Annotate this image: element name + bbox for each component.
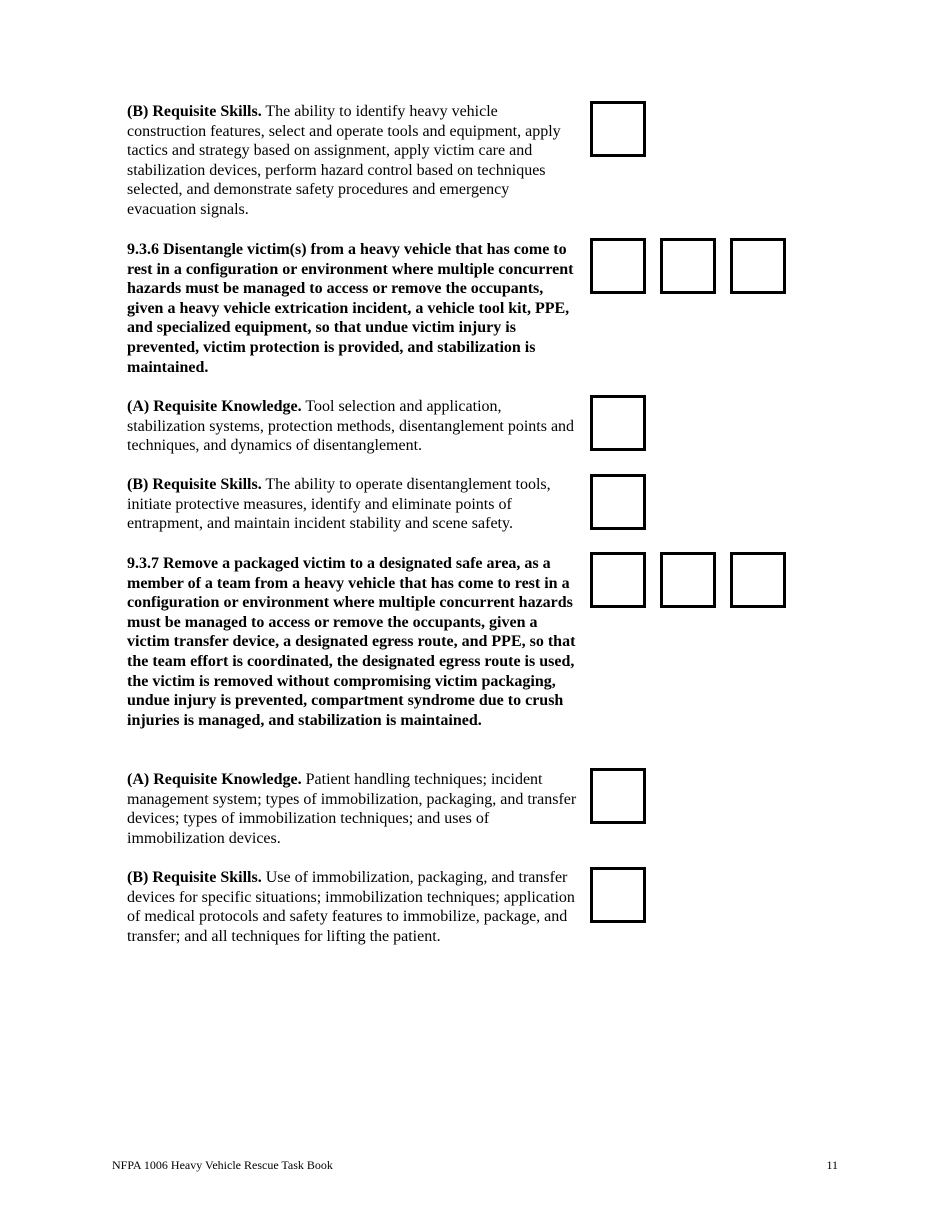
skills-text-1: The ability to identify heavy vehicle construction features, select and operate tools and equipment, apply tactics and strategy based on assignment, apply victim care and stabilization devices, perform hazard control based on techniques selected, and demonstrate safety procedures and emergency evacuation signals. bbox=[127, 103, 561, 218]
signoff-checkbox[interactable] bbox=[590, 474, 646, 530]
knowledge-lead-1: (A) Requisite Knowledge. bbox=[127, 398, 302, 415]
signoff-checkbox[interactable] bbox=[590, 101, 646, 157]
knowledge-paragraph-1 bbox=[127, 397, 577, 456]
skills-lead-1: (B) Requisite Skills. bbox=[127, 103, 262, 120]
skills-lead-3: (B) Requisite Skills. bbox=[127, 869, 262, 886]
jpr-9-3-7: 9.3.7 Remove a packaged victim to a designated safe area, as a member of a team from a heavy vehicle that has come to rest in a configuration or environment where multiple concurrent hazards must be managed to access or remove the occupants, given a victim transfer device, a designated egress route, and PPE, so that the team effort is coordinated, the designated egress route is used, the victim is removed without compromising victim packaging, undue injury is prevented, compartment syndrome due to crush injuries is managed, and stabilization is maintained. bbox=[127, 555, 576, 729]
signoff-checkbox[interactable] bbox=[660, 552, 716, 608]
skills-lead-2: (B) Requisite Skills. bbox=[127, 476, 262, 493]
jpr-9-3-6: 9.3.6 Disentangle victim(s) from a heavy vehicle that has come to rest in a configuration or environment where multiple concurrent hazards must be managed to access or remove the occupants, given a heavy vehicle extrication incident, a vehicle tool kit, PPE, and specialized equipment, so that undue victim injury is prevented, victim protection is provided, and stabilization is maintained. bbox=[127, 241, 574, 376]
signoff-boxes-7 bbox=[590, 867, 660, 923]
skills-paragraph-2 bbox=[127, 475, 577, 534]
skills-text-3: Use of immobilization, packaging, and transfer devices for specific situations; immobilization techniques; application of medical protocols and safety features to immobilize, package, and transfer; and all techniques for lifting the patient. bbox=[127, 869, 575, 945]
signoff-boxes-5 bbox=[590, 552, 800, 608]
signoff-boxes-2 bbox=[590, 238, 800, 294]
knowledge-text-2: Patient handling techniques; incident management system; types of immobilization, packaging, and transfer devices; types of immobilization techniques; and uses of immobilization devices. bbox=[127, 771, 577, 847]
page-number: 11 bbox=[826, 1158, 838, 1172]
skills-text-2: The ability to operate disentanglement tools, initiate protective measures, identify and eliminate points of entrapment, and maintain incident stability and scene safety. bbox=[127, 476, 551, 533]
signoff-boxes-3 bbox=[590, 395, 660, 451]
signoff-checkbox[interactable] bbox=[730, 238, 786, 294]
skills-paragraph-1 bbox=[127, 102, 577, 220]
signoff-checkbox[interactable] bbox=[660, 238, 716, 294]
signoff-checkbox[interactable] bbox=[730, 552, 786, 608]
signoff-boxes-1 bbox=[590, 101, 660, 157]
footer-title: NFPA 1006 Heavy Vehicle Rescue Task Book bbox=[112, 1158, 333, 1172]
signoff-checkbox[interactable] bbox=[590, 395, 646, 451]
knowledge-text-1: Tool selection and application, stabilization systems, protection methods, disentanglement points and techniques, and dynamics of disentanglement. bbox=[127, 398, 575, 455]
knowledge-lead-2: (A) Requisite Knowledge. bbox=[127, 771, 302, 788]
signoff-boxes-6 bbox=[590, 768, 660, 824]
skills-paragraph-3 bbox=[127, 868, 577, 946]
signoff-checkbox[interactable] bbox=[590, 867, 646, 923]
knowledge-paragraph-2 bbox=[127, 770, 577, 848]
signoff-checkbox[interactable] bbox=[590, 768, 646, 824]
signoff-boxes-4 bbox=[590, 474, 660, 530]
signoff-checkbox[interactable] bbox=[590, 552, 646, 608]
signoff-checkbox[interactable] bbox=[590, 238, 646, 294]
